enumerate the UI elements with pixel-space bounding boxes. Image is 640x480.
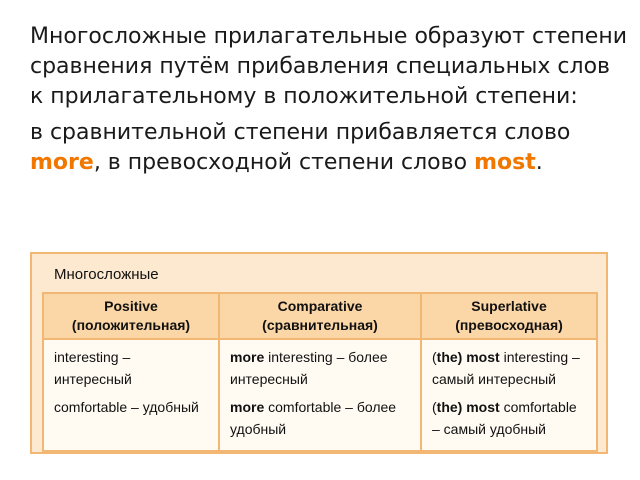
positive-entry-1: interesting – интересный — [54, 349, 132, 387]
superlative-article: the) — [436, 399, 463, 415]
comparative-rest: comfortable – более удобный — [230, 399, 397, 437]
comparative-entry-2 — [230, 396, 412, 440]
table-title: Многосложные — [54, 266, 159, 283]
header-superlative — [421, 293, 597, 339]
intro-text — [30, 22, 630, 178]
header-superlative-en: Superlative — [471, 298, 547, 314]
superlative-word: most — [462, 349, 500, 365]
table-row — [43, 339, 597, 451]
header-comparative-ru: (сравнительная) — [262, 317, 378, 333]
header-comparative-en: Comparative — [277, 298, 363, 314]
superlative-word: most — [462, 399, 500, 415]
degrees-table-panel — [30, 252, 608, 454]
comparative-entry-1 — [230, 346, 412, 390]
superlative-entry-1 — [432, 346, 588, 390]
superlative-cell — [421, 339, 597, 451]
intro-paragraph-2 — [30, 118, 630, 178]
comparative-rest: interesting – более интересный — [230, 349, 388, 387]
p2-text-2: , в превосходной степени слово — [93, 150, 468, 175]
comparative-cell — [219, 339, 421, 451]
header-comparative — [219, 293, 421, 339]
superlative-article: the) — [436, 349, 463, 365]
superlative-entry-2 — [432, 396, 588, 440]
header-positive-en: Positive — [104, 298, 158, 314]
comparative-word: more — [230, 399, 265, 415]
header-positive-ru: (положительная) — [71, 317, 191, 333]
superlative-open-paren: ( — [432, 349, 437, 365]
header-positive — [43, 293, 219, 339]
table-header-row — [43, 293, 597, 339]
keyword-more: more — [30, 150, 94, 175]
intro-paragraph-1: Многосложные прилагательные образуют степени сравнения путём прибавления специальных слов к прилагательному в положительной степени: — [30, 24, 628, 109]
degrees-table — [42, 292, 598, 452]
p2-text-3: . — [535, 150, 543, 175]
superlative-rest: comfortable – самый удобный — [432, 399, 577, 437]
header-superlative-ru: (превосходная) — [455, 317, 563, 333]
comparative-word: more — [230, 349, 265, 365]
positive-entry-2: comfortable – удобный — [54, 399, 199, 415]
superlative-rest: interesting – самый интересный — [432, 349, 580, 387]
positive-cell — [43, 339, 219, 451]
p2-text-1: в сравнительной степени прибавляется слово — [30, 120, 571, 145]
superlative-open-paren: ( — [432, 399, 437, 415]
keyword-most: most — [474, 150, 536, 175]
